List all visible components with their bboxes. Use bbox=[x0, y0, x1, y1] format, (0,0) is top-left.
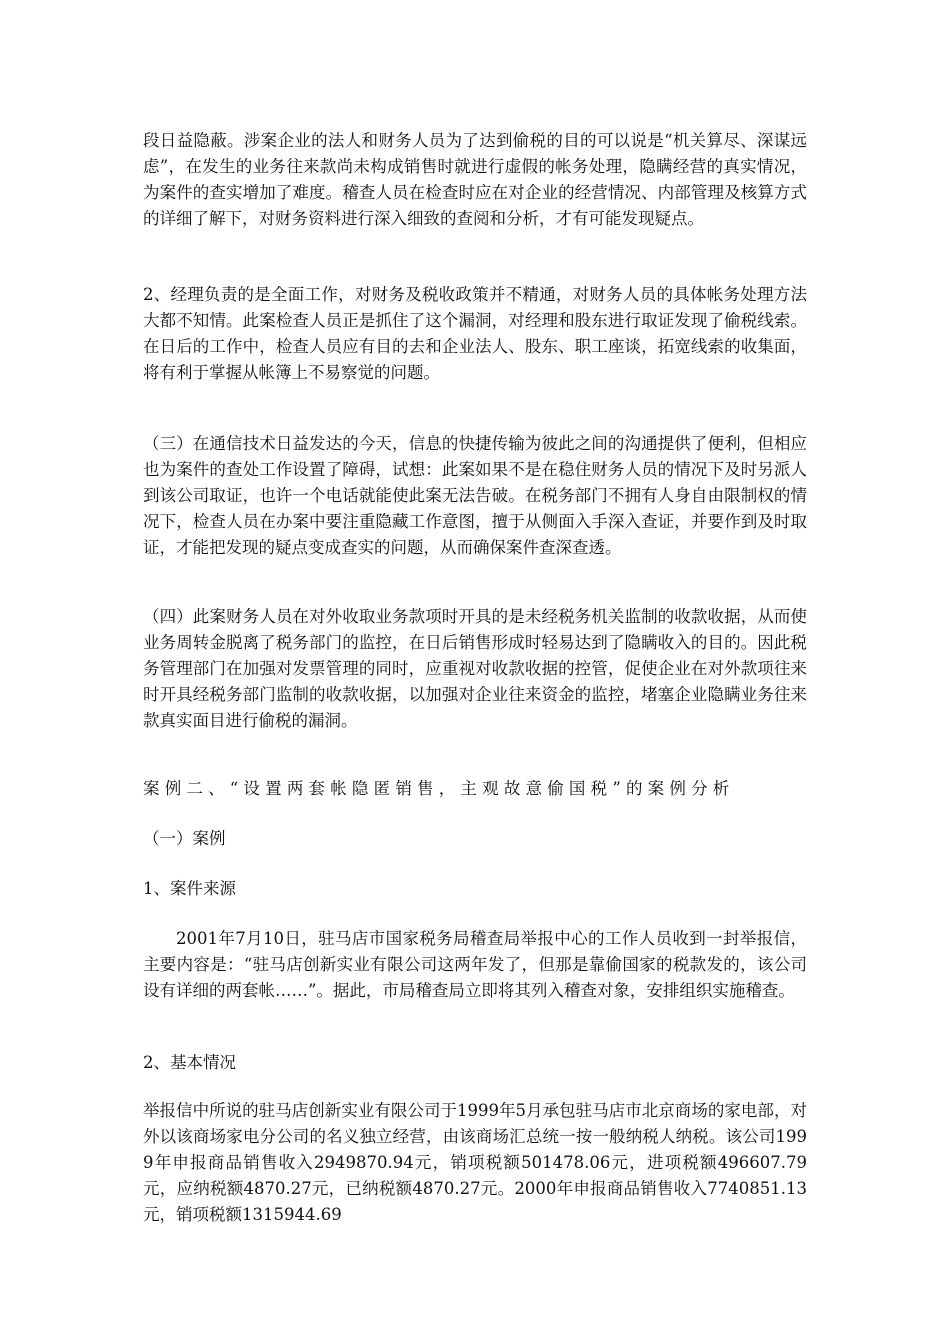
paragraph-manager-evidence: 2、经理负责的是全面工作，对财务及税收政策并不精通，对财务人员的具体帐务处理方法大都不知情。此案检查人员正是抓住了这个漏洞，对经理和股东进行取证发现了偷税线索。在日后的工作中，检查人员应有目的去和企业法人、股东、职工座谈，拓宽线索的收集面，将有利于掌握从帐簿上不易察觉的问题。 bbox=[143, 285, 807, 382]
paragraph-section-four: （四）此案财务人员在对外收取业务款项时开具的是未经税务机关监制的收款收据，从而使业务周转金脱离了税务部门的监控，在日后销售形成时轻易达到了隐瞒收入的目的。因此税务管理部门在加强对发票管理的同时，应重视对收款收据的控管，促使企业在对外款项往来时开具经税务部门监制的收款收据，以加强对企业往来资金的监控，堵塞企业隐瞒业务往来款真实面目进行偷税的漏洞。 bbox=[143, 607, 807, 730]
case-source-heading: 1、案件来源 bbox=[143, 879, 236, 898]
paragraph-case-source: 2001年7月10日，驻马店市国家税务局稽查局举报中心的工作人员收到一封举报信，主要内容是：“驻马店创新实业有限公司这两年发了，但那是靠偷国家的税款发的，该公司设有详细的两套帐……”。据此，市局稽查局立即将其列入稽查对象，安排组织实施稽查。 bbox=[143, 929, 807, 1000]
case-two-heading: 案例二、“设置两套帐隐匿销售，主观故意偷国税”的案例分析 bbox=[143, 779, 735, 798]
basic-situation-heading: 2、基本情况 bbox=[143, 1053, 236, 1072]
paragraph-section-three: （三）在通信技术日益发达的今天，信息的快捷传输为彼此之间的沟通提供了便利，但相应也为案件的查处工作设置了障碍，试想：此案如果不是在稳住财务人员的情况下及时另派人到该公司取证，也许一个电话就能使此案无法告破。在税务部门不拥有人身自由限制权的情况下，检查人员在办案中要注重隐藏工作意图，擅于从侧面入手深入查证，并要作到及时取证，才能把发现的疑点变成查实的问题，从而确保案件查深查透。 bbox=[143, 434, 807, 557]
document-page bbox=[143, 0, 807, 1344]
subsection-case-heading: （一）案例 bbox=[143, 829, 226, 848]
paragraph-basic-situation: 举报信中所说的驻马店创新实业有限公司于1999年5月承包驻马店市北京商场的家电部，对外以该商场家电分公司的名义独立经营，由该商场汇总统一按一般纳税人纳税。该公司1999年申报商品销售收入2949870.94元，销项税额501478.06元，进项税额496607.79元，应纳税额4870.27元，已纳税额4870.27元。2000年申报商品销售收入7740851.13元，销项税额1315944.69 bbox=[143, 1101, 807, 1224]
paragraph-audit-difficulty: 段日益隐蔽。涉案企业的法人和财务人员为了达到偷税的目的可以说是“机关算尽、深谋远虑”，在发生的业务往来款尚未构成销售时就进行虚假的帐务处理，隐瞒经营的真实情况，为案件的查实增加了难度。稽查人员在检查时应在对企业的经营情况、内部管理及核算方式的详细了解下，对财务资料进行深入细致的查阅和分析，才有可能发现疑点。 bbox=[143, 131, 807, 228]
